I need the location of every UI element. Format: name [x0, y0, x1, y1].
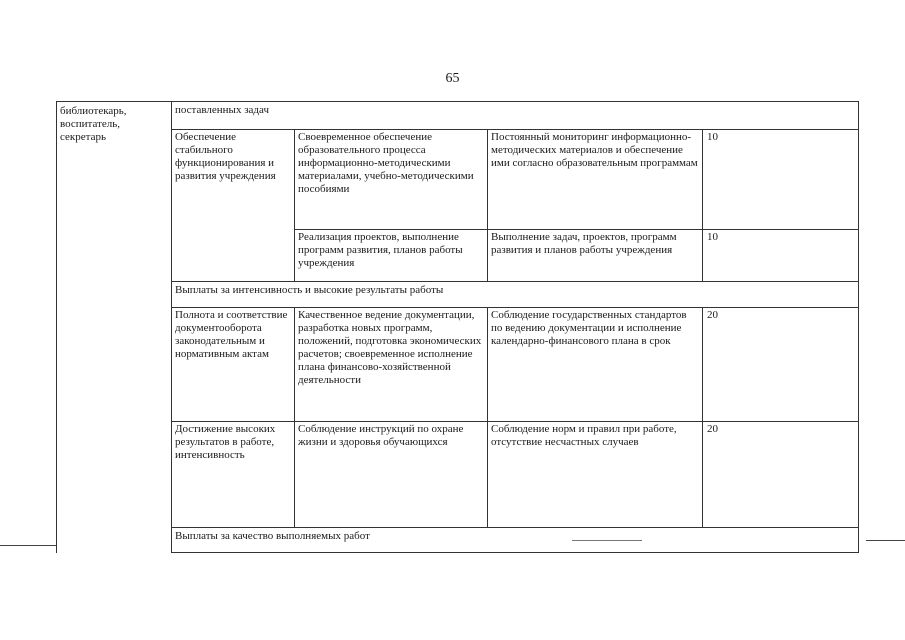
scan-artifact-line	[0, 545, 56, 546]
value-cell: 20	[703, 422, 859, 528]
value-cell: 10	[703, 130, 859, 230]
condition-cell: Качественное ведение документации, разработка новых программ, положений, подготовка экономических расчетов; своевременное исполнение плана финансово-хозяйственной деятельности	[295, 308, 488, 422]
condition-cell: Своевременное обеспечение образовательного процесса информационно-методическими материалами, учебно-методическими пособиями	[295, 130, 488, 230]
page-number: 65	[445, 71, 460, 86]
indicator-cell: Соблюдение государственных стандартов по ведению документации и исполнение календарно-финансового плана в срок	[488, 308, 703, 422]
condition-cell: Соблюдение инструкций по охране жизни и здоровья обучающихся	[295, 422, 488, 528]
criteria-cell: Полнота и соответствие документооборота законодательным и нормативным актам	[172, 308, 295, 422]
table-row	[57, 102, 859, 130]
table-row	[57, 282, 859, 308]
value-cell: 20	[703, 308, 859, 422]
table-row	[57, 308, 859, 422]
continuation-row: поставленных задач	[172, 102, 859, 130]
table-row	[57, 422, 859, 528]
indicator-cell: Выполнение задач, проектов, программ развития и планов работы учреждения	[488, 230, 703, 282]
table-row	[57, 130, 859, 230]
section-heading-quality: Выплаты за качество выполняемых работ	[172, 528, 859, 553]
payments-criteria-table	[56, 101, 859, 553]
criteria-cell: Обеспечение стабильного функционирования и развития учреждения	[172, 130, 295, 282]
role-cell: библиотекарь, воспитатель, секретарь	[57, 102, 172, 553]
condition-cell: Реализация проектов, выполнение программ развития, планов работы учреждения	[295, 230, 488, 282]
value-cell: 10	[703, 230, 859, 282]
indicator-cell: Постоянный мониторинг информационно-методических материалов и обеспечение ими согласно образовательным программам	[488, 130, 703, 230]
indicator-cell: Соблюдение норм и правил при работе, отсутствие несчастных случаев	[488, 422, 703, 528]
table-row	[57, 528, 859, 553]
scan-artifact-line	[572, 540, 642, 541]
criteria-cell: Достижение высоких результатов в работе, интенсивность	[172, 422, 295, 528]
scan-artifact-line	[866, 540, 905, 541]
section-heading-intensity: Выплаты за интенсивность и высокие результаты работы	[172, 282, 859, 308]
